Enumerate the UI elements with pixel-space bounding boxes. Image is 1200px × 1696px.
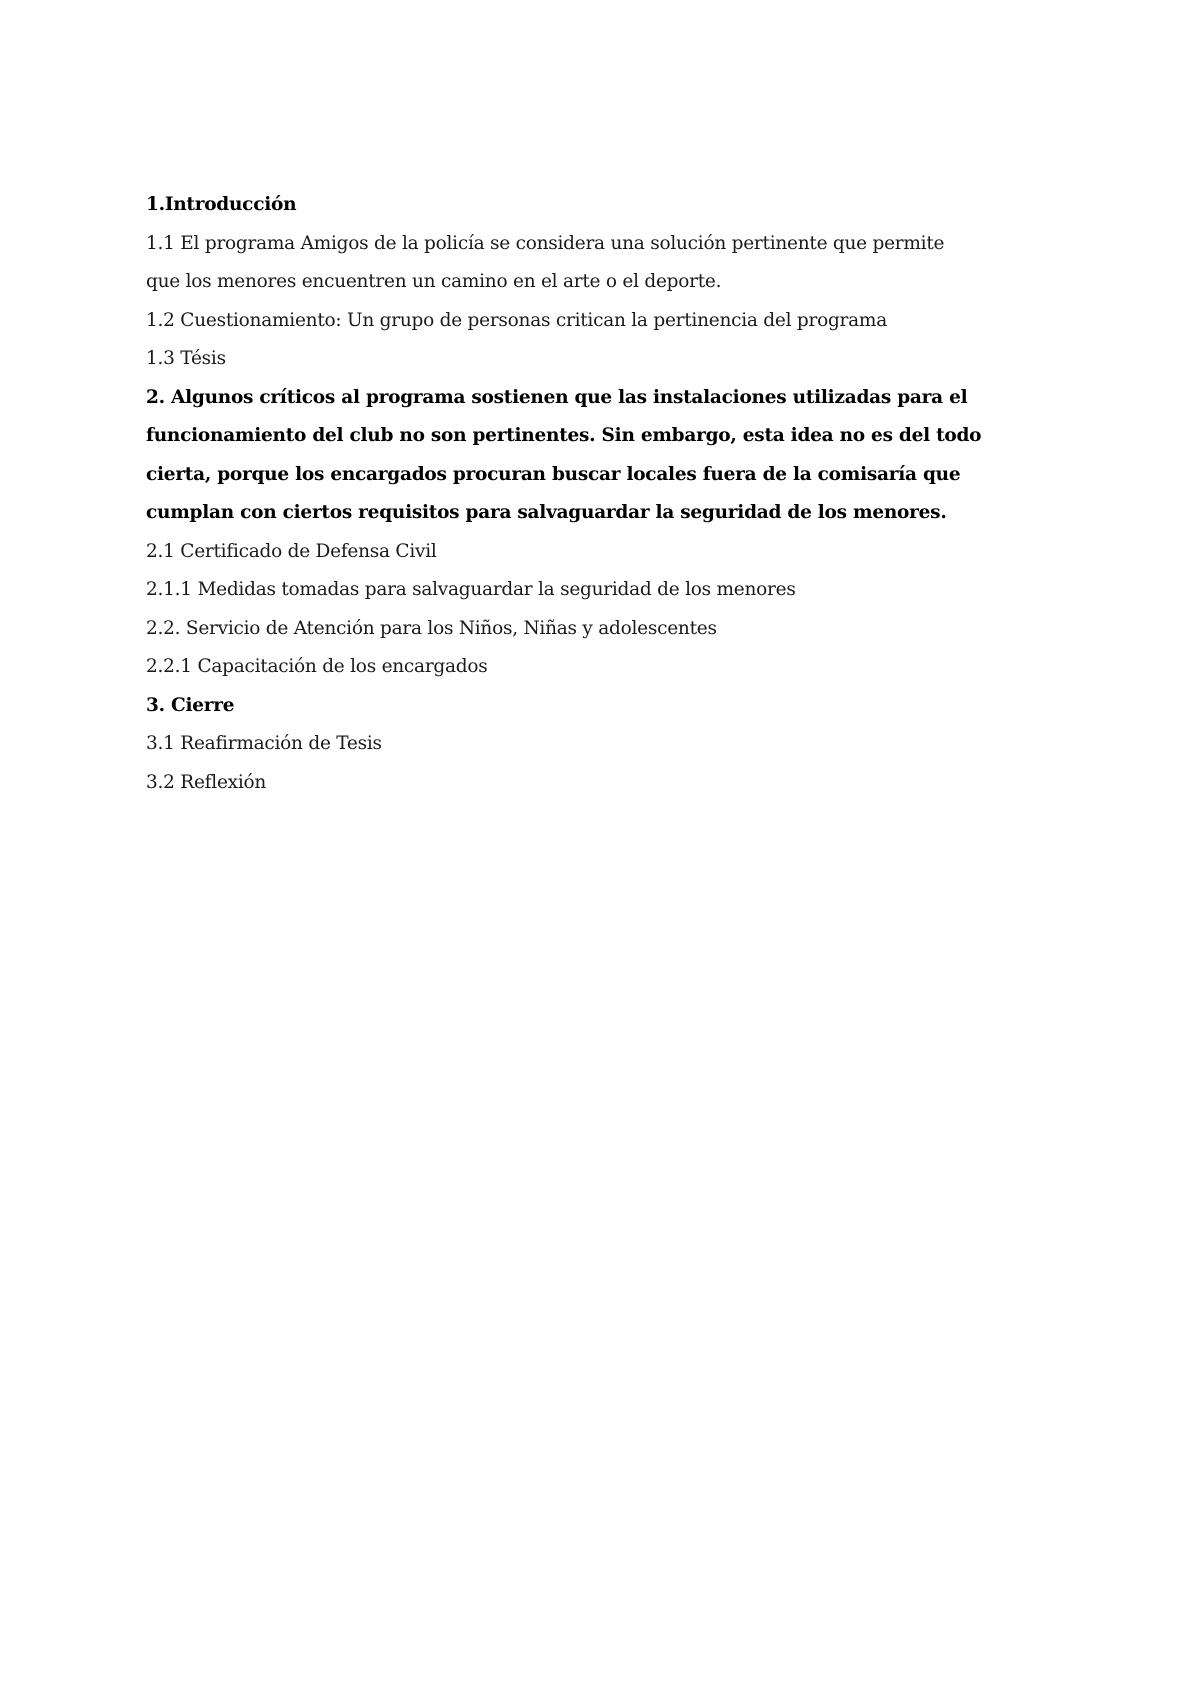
section-2-heading-line-1: 2. Algunos críticos al programa sostienen que las instalaciones utilizadas para el: [146, 386, 968, 408]
item-1-3: 1.3 Tésis: [146, 348, 226, 369]
item-2-2: 2.2. Servicio de Atención para los Niños, Niñas y adolescentes: [146, 617, 717, 639]
section-2-heading-line-2: funcionamiento del club no son pertinentes. Sin embargo, esta idea no es del todo: [146, 425, 982, 446]
item-2-1-1: 2.1.1 Medidas tomadas para salvaguardar la seguridad de los menores: [146, 579, 796, 600]
item-1-2: 1.2 Cuestionamiento: Un grupo de personas critican la pertinencia del programa: [146, 309, 887, 331]
item-1-1: [146, 225, 945, 302]
section-2-heading-line-3: cierta, porque los encargados procuran buscar locales fuera de la comisaría que: [146, 463, 961, 485]
item-3-2: 3.2 Reflexión: [146, 771, 267, 793]
item-1-1-line-2: que los menores encuentren un camino en el arte o el deporte.: [146, 271, 722, 292]
section-3-heading: 3. Cierre: [146, 694, 235, 716]
section-1-heading: 1.Introducción: [146, 194, 297, 215]
item-2-1: 2.1 Certificado de Defensa Civil: [146, 540, 437, 562]
section-2-heading-line-4: cumplan con ciertos requisitos para salvaguardar la seguridad de los menores.: [146, 502, 947, 523]
section-2-heading: [146, 379, 982, 533]
item-3-1: 3.1 Reafirmación de Tesis: [146, 733, 382, 754]
document-body: [146, 186, 982, 802]
item-2-2-1: 2.2.1 Capacitación de los encargados: [146, 656, 488, 677]
item-1-1-line-1: 1.1 El programa Amigos de la policía se considera una solución pertinente que permite: [146, 232, 945, 254]
